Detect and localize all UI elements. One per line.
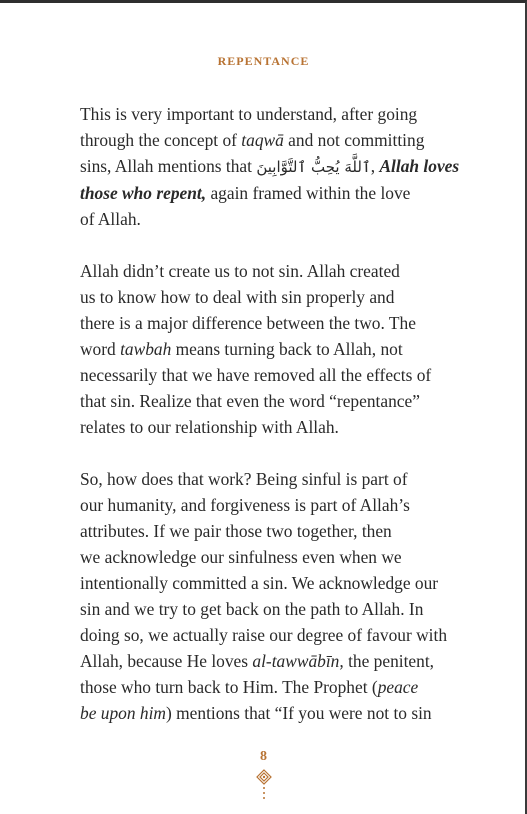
text-line: doing so, we actually raise our degree of favour with: [80, 625, 448, 645]
text-line: Allah didn’t create us to not sin. Allah created: [80, 261, 400, 281]
text-line: through the concept of taqwā and not committing: [80, 130, 425, 150]
text-line: This is very important to understand, after going: [80, 104, 418, 124]
text-line: word tawbah means turning back to Allah, not: [80, 339, 403, 359]
text-line: there is a major difference between the two. The: [80, 313, 416, 333]
body-text: [80, 101, 472, 752]
bold-italic-phrase: those who repent,: [80, 183, 207, 203]
page-number: 8: [260, 749, 267, 764]
text-line: those who turn back to Him. The Prophet (peace: [80, 677, 419, 697]
text-line: Allah, because He loves al-tawwābīn, the penitent,: [80, 651, 435, 671]
text-line: we acknowledge our sinfulness even when we: [80, 547, 402, 567]
paragraph: [80, 258, 472, 440]
text-line: us to know how to deal with sin properly and: [80, 287, 395, 307]
text-line: be upon him) mentions that “If you were not to sin: [80, 703, 432, 723]
text-line: necessarily that we have removed all the effects of: [80, 365, 432, 385]
italic-term: taqwā: [241, 130, 284, 150]
text-line: those who repent, again framed within the love: [80, 183, 411, 203]
italic-term: tawbah: [120, 339, 172, 359]
text-line: sins, Allah mentions that ٱللَّهَ يُحِبُّ ٱلتَّوَّابِينَ, Allah loves: [80, 156, 460, 176]
paragraph: [80, 101, 472, 232]
italic-term: al-tawwābīn,: [252, 651, 344, 671]
bold-italic-phrase: Allah loves: [379, 156, 460, 176]
text-line: sin and we try to get back on the path to Allah. In: [80, 599, 424, 619]
text-line: of Allah.: [80, 209, 141, 229]
text-line: our humanity, and forgiveness is part of Allah’s: [80, 495, 410, 515]
paragraph: [80, 466, 472, 726]
text-line: attributes. If we pair those two together, then: [80, 521, 392, 541]
italic-term: peace: [377, 677, 419, 697]
text-line: So, how does that work? Being sinful is part of: [80, 469, 408, 489]
text-line: that sin. Realize that even the word “repentance”: [80, 391, 420, 411]
italic-term: be upon him: [80, 703, 166, 723]
diamond-flourish-icon: [254, 768, 274, 802]
text-line: relates to our relationship with Allah.: [80, 417, 339, 437]
text-line: intentionally committed a sin. We acknowledge our: [80, 573, 439, 593]
arabic-quote: ٱللَّهَ يُحِبُّ ٱلتَّوَّابِينَ: [256, 158, 371, 176]
running-header: REPENTANCE: [217, 54, 310, 68]
page-footer: [0, 748, 527, 802]
